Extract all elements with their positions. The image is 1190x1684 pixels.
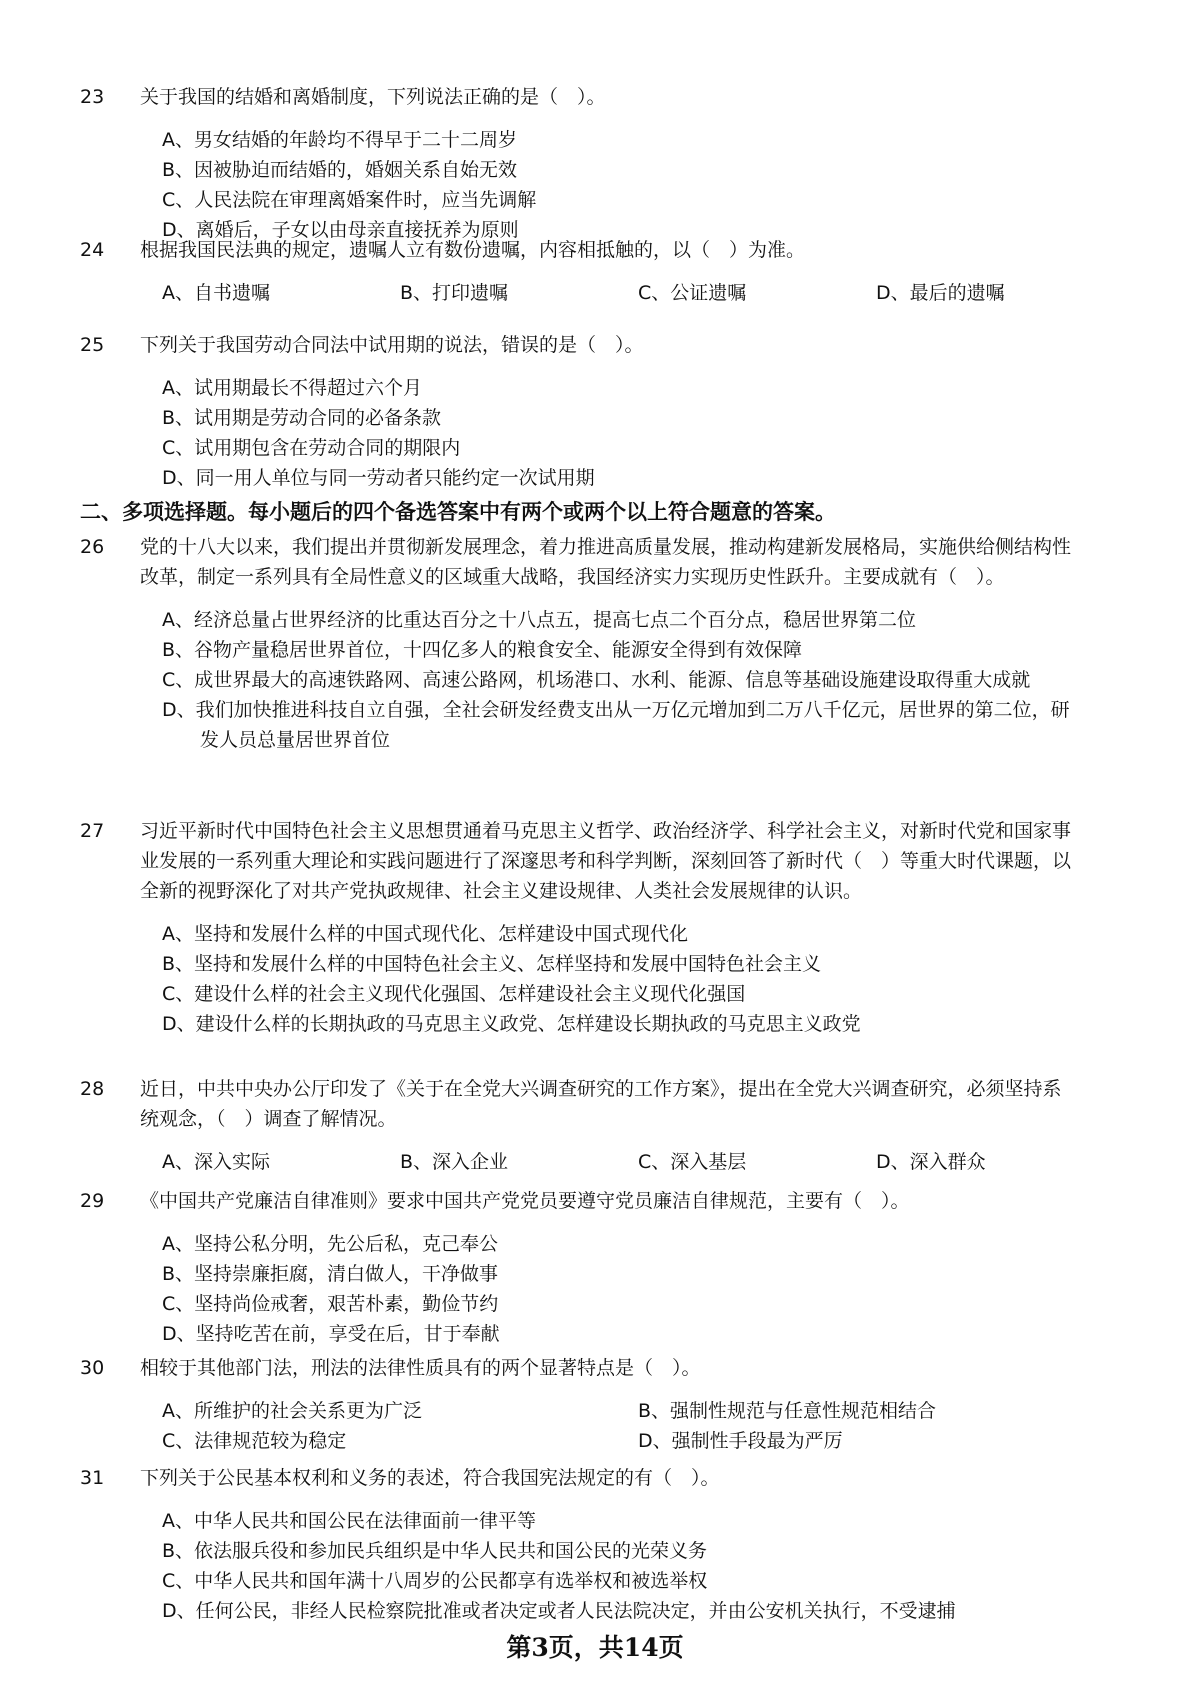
options-list <box>162 1229 1080 1349</box>
option-c: C、公证遗嘱 <box>638 282 747 304</box>
question-28 <box>80 1074 1080 1177</box>
question-number: 24 <box>80 239 105 261</box>
option-a: A、深入实际 <box>162 1151 270 1173</box>
option-a: A、经济总量占世界经济的比重达百分之十八点五，提高七点二个百分点，稳居世界第二位 <box>162 609 916 631</box>
question-text: 近日，中共中央办公厅印发了《关于在全党大兴调查研究的工作方案》，提出在全党大兴调查研究，必须坚持系统观念，（ ）调查了解情况。 <box>140 1078 1062 1130</box>
section-heading: 二、多项选择题。每小题后的四个备选答案中有两个或两个以上符合题意的答案。 <box>80 500 836 524</box>
option-b: B、因被胁迫而结婚的，婚姻关系自始无效 <box>162 159 518 181</box>
option-d: D、最后的遗嘱 <box>876 282 1005 304</box>
option-c: C、人民法院在审理离婚案件时，应当先调解 <box>162 189 537 211</box>
option-b: B、试用期是劳动合同的必备条款 <box>162 407 442 429</box>
options-row <box>162 1426 1080 1456</box>
question-number: 31 <box>80 1467 105 1489</box>
option-a: A、男女结婚的年龄均不得早于二十二周岁 <box>162 129 517 151</box>
page-number: 第3页，共14页 <box>506 1633 684 1662</box>
question-text: 党的十八大以来，我们提出并贯彻新发展理念，着力推进高质量发展，推动构建新发展格局，实施供给侧结构性改革，制定一系列具有全局性意义的区域重大战略，我国经济实力实现历史性跃升。主要成就有（ ）。 <box>140 536 1072 588</box>
option-c: C、深入基层 <box>638 1151 747 1173</box>
question-text: 相较于其他部门法，刑法的法律性质具有的两个显著特点是（ ）。 <box>140 1357 701 1379</box>
question-number: 28 <box>80 1078 105 1100</box>
question-text: 《中国共产党廉洁自律准则》要求中国共产党党员要遵守党员廉洁自律规范，主要有（ ）。 <box>140 1190 910 1212</box>
options-row <box>162 1396 1080 1426</box>
option-d: D、任何公民，非经人民检察院批准或者决定或者人民法院决定，并由公安机关执行，不受逮捕 <box>162 1600 956 1622</box>
option-d: D、离婚后，子女以由母亲直接抚养为原则 <box>162 219 519 241</box>
options-list <box>162 125 1080 245</box>
options-list <box>162 919 1080 1039</box>
option-b: B、打印遗嘱 <box>400 282 509 304</box>
option-a: A、试用期最长不得超过六个月 <box>162 377 422 399</box>
option-b: B、深入企业 <box>400 1151 509 1173</box>
question-number: 30 <box>80 1357 105 1379</box>
question-number: 27 <box>80 820 105 842</box>
question-text: 关于我国的结婚和离婚制度，下列说法正确的是（ ）。 <box>140 86 606 108</box>
options-list <box>162 1396 1080 1456</box>
option-b: B、坚持和发展什么样的中国特色社会主义、怎样坚持和发展中国特色社会主义 <box>162 953 822 975</box>
question-text: 习近平新时代中国特色社会主义思想贯通着马克思主义哲学、政治经济学、科学社会主义，对新时代党和国家事业发展的一系列重大理论和实践问题进行了深邃思考和科学判断，深刻回答了新时代（ ）等重大时代课题，以全新的视野深化了对共产党执政规律、社会主义建设规律、人类社会发展规律的认识。 <box>140 820 1072 902</box>
option-d: D、同一用人单位与同一劳动者只能约定一次试用期 <box>162 467 595 489</box>
question-25 <box>80 330 1080 493</box>
option-c: C、成世界最大的高速铁路网、高速公路网，机场港口、水利、能源、信息等基础设施建设取得重大成就 <box>162 669 1031 691</box>
option-c: C、中华人民共和国年满十八周岁的公民都享有选举权和被选举权 <box>162 1570 708 1592</box>
question-number: 23 <box>80 86 105 108</box>
question-number: 26 <box>80 536 105 558</box>
question-26 <box>80 532 1080 755</box>
option-d: D、我们加快推进科技自立自强，全社会研发经费支出从一万亿元增加到二万八千亿元，居世界的第二位，研发人员总量居世界首位 <box>162 699 1070 751</box>
question-24 <box>80 235 1080 308</box>
options-list <box>162 1147 1080 1177</box>
option-c: C、建设什么样的社会主义现代化强国、怎样建设社会主义现代化强国 <box>162 983 746 1005</box>
option-a: A、自书遗嘱 <box>162 282 270 304</box>
options-list <box>162 373 1080 493</box>
option-a: A、坚持和发展什么样的中国式现代化、怎样建设中国式现代化 <box>162 923 688 945</box>
option-a: A、坚持公私分明，先公后私，克己奉公 <box>162 1233 498 1255</box>
options-list <box>162 278 1080 308</box>
option-b: B、依法服兵役和参加民兵组织是中华人民共和国公民的光荣义务 <box>162 1540 708 1562</box>
option-d: D、深入群众 <box>876 1151 986 1173</box>
question-27 <box>80 816 1080 1039</box>
question-text: 根据我国民法典的规定，遗嘱人立有数份遗嘱，内容相抵触的，以（ ）为准。 <box>140 239 806 261</box>
option-a: A、所维护的社会关系更为广泛 <box>162 1400 422 1422</box>
option-b: B、坚持崇廉拒腐，清白做人，干净做事 <box>162 1263 499 1285</box>
option-b: B、强制性规范与任意性规范相结合 <box>638 1400 937 1422</box>
question-text: 下列关于我国劳动合同法中试用期的说法，错误的是（ ）。 <box>140 334 644 356</box>
options-list <box>162 605 1080 755</box>
question-30 <box>80 1353 1080 1456</box>
question-23 <box>80 82 1080 245</box>
option-a: A、中华人民共和国公民在法律面前一律平等 <box>162 1510 536 1532</box>
question-29 <box>80 1186 1080 1349</box>
question-number: 29 <box>80 1190 105 1212</box>
option-d: D、强制性手段最为严厉 <box>638 1430 843 1452</box>
option-c: C、法律规范较为稳定 <box>162 1430 347 1452</box>
question-text: 下列关于公民基本权利和义务的表述，符合我国宪法规定的有（ ）。 <box>140 1467 720 1489</box>
options-list <box>162 1506 1080 1626</box>
option-d: D、坚持吃苦在前，享受在后，甘于奉献 <box>162 1323 500 1345</box>
question-31 <box>80 1463 1080 1626</box>
option-c: C、试用期包含在劳动合同的期限内 <box>162 437 461 459</box>
option-d: D、建设什么样的长期执政的马克思主义政党、怎样建设长期执政的马克思主义政党 <box>162 1013 861 1035</box>
option-c: C、坚持尚俭戒奢，艰苦朴素，勤俭节约 <box>162 1293 499 1315</box>
option-b: B、谷物产量稳居世界首位，十四亿多人的粮食安全、能源安全得到有效保障 <box>162 639 803 661</box>
question-number: 25 <box>80 334 105 356</box>
